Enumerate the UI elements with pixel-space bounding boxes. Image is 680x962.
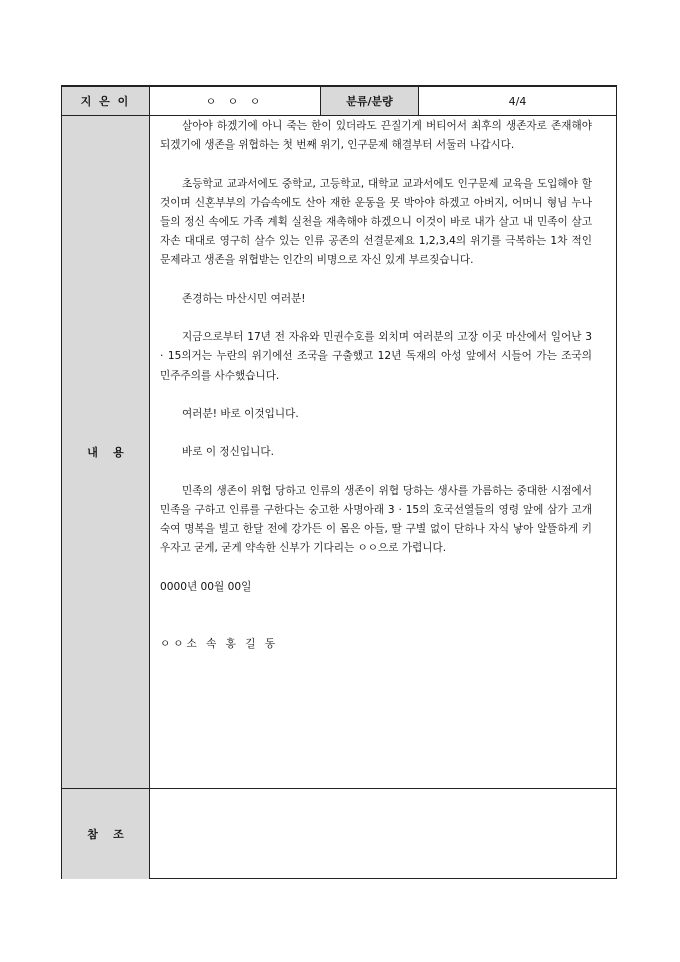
reference-value — [150, 789, 616, 879]
author-label: 지 은 이 — [62, 87, 149, 115]
paragraph-5: 여러분! 바로 이것입니다. — [182, 407, 299, 420]
paragraph-3: 존경하는 마산시민 여러분! — [182, 292, 306, 305]
paragraph-7: 민족의 생존이 위협 당하고 인류의 생존이 위협 당하는 생사를 가름하는 중대한 시점에서 민족을 구하고 인류를 구한다는 숭고한 사명아래 3 · 15의 호국선열들의 영령 앞에 삼가 고개 숙여 명복을 빌고 한달 전에 강가든 이 몸은 아들, 딸 구별 없이 단하나 자식 낳아 알뜰하게 키우자고 굳게, 굳게 약속한 신부가 기다리는 ㅇㅇ으로 가렵니다. — [160, 484, 592, 555]
grid-line — [320, 87, 321, 115]
category-label: 분류/분량 — [321, 87, 418, 115]
paragraph-6: 바로 이 정신입니다. — [182, 446, 274, 459]
paragraph-4: 지금으로부터 17년 전 자유와 민권수호를 외치며 여러분의 고장 이곳 마산에서 일어난 3 · 15의거는 누란의 위기에선 조국을 구출했고 12년 독재의 아성 앞에서 시들어 가는 조국의 민주주의를 사수했습니다. — [160, 331, 592, 382]
grid-line — [62, 115, 616, 116]
reference-label: 참 조 — [62, 789, 149, 879]
signature-line: ㅇㅇ소 속 홍 길 동 — [160, 637, 279, 650]
category-value: 4/4 — [508, 94, 527, 108]
grid-line — [149, 87, 150, 879]
date-line: 0000년 00월 00일 — [160, 580, 252, 593]
document-form — [61, 85, 617, 879]
author-value: ㅇ ㅇ ㅇ — [205, 95, 265, 108]
content-label: 내 용 — [62, 116, 149, 788]
content-body — [150, 117, 606, 787]
grid-line — [418, 87, 419, 115]
grid-line — [62, 788, 616, 789]
paragraph-1: 살아야 하겠기에 아니 죽는 한이 있더라도 끈질기게 버티어서 최후의 생존자로 존재해야 되겠기에 생존을 위협하는 첫 번째 위기, 인구문제 해결부터 서둘러 나갑시다. — [160, 120, 592, 152]
paragraph-2: 초등학교 교과서에도 중학교, 고등학교, 대학교 교과서에도 인구문제 교육을 도입해야 할 것이며 신혼부부의 가슴속에도 산아 재한 운동을 못 박아야 하겠고 아버지, 어머니 형님 누나들의 정신 속에도 가족 계획 실천을 재촉해야 하겠으니 이것이 바로 내가 살고 내 민족이 살고 자손 대대로 영구히 살수 있는 인류 공존의 선결문제요 1,2,3,4의 위기를 극복하는 1차 적인 문제라고 생존을 위협받는 인간의 비명으로 자신 있게 부르짖습니다. — [160, 177, 592, 267]
